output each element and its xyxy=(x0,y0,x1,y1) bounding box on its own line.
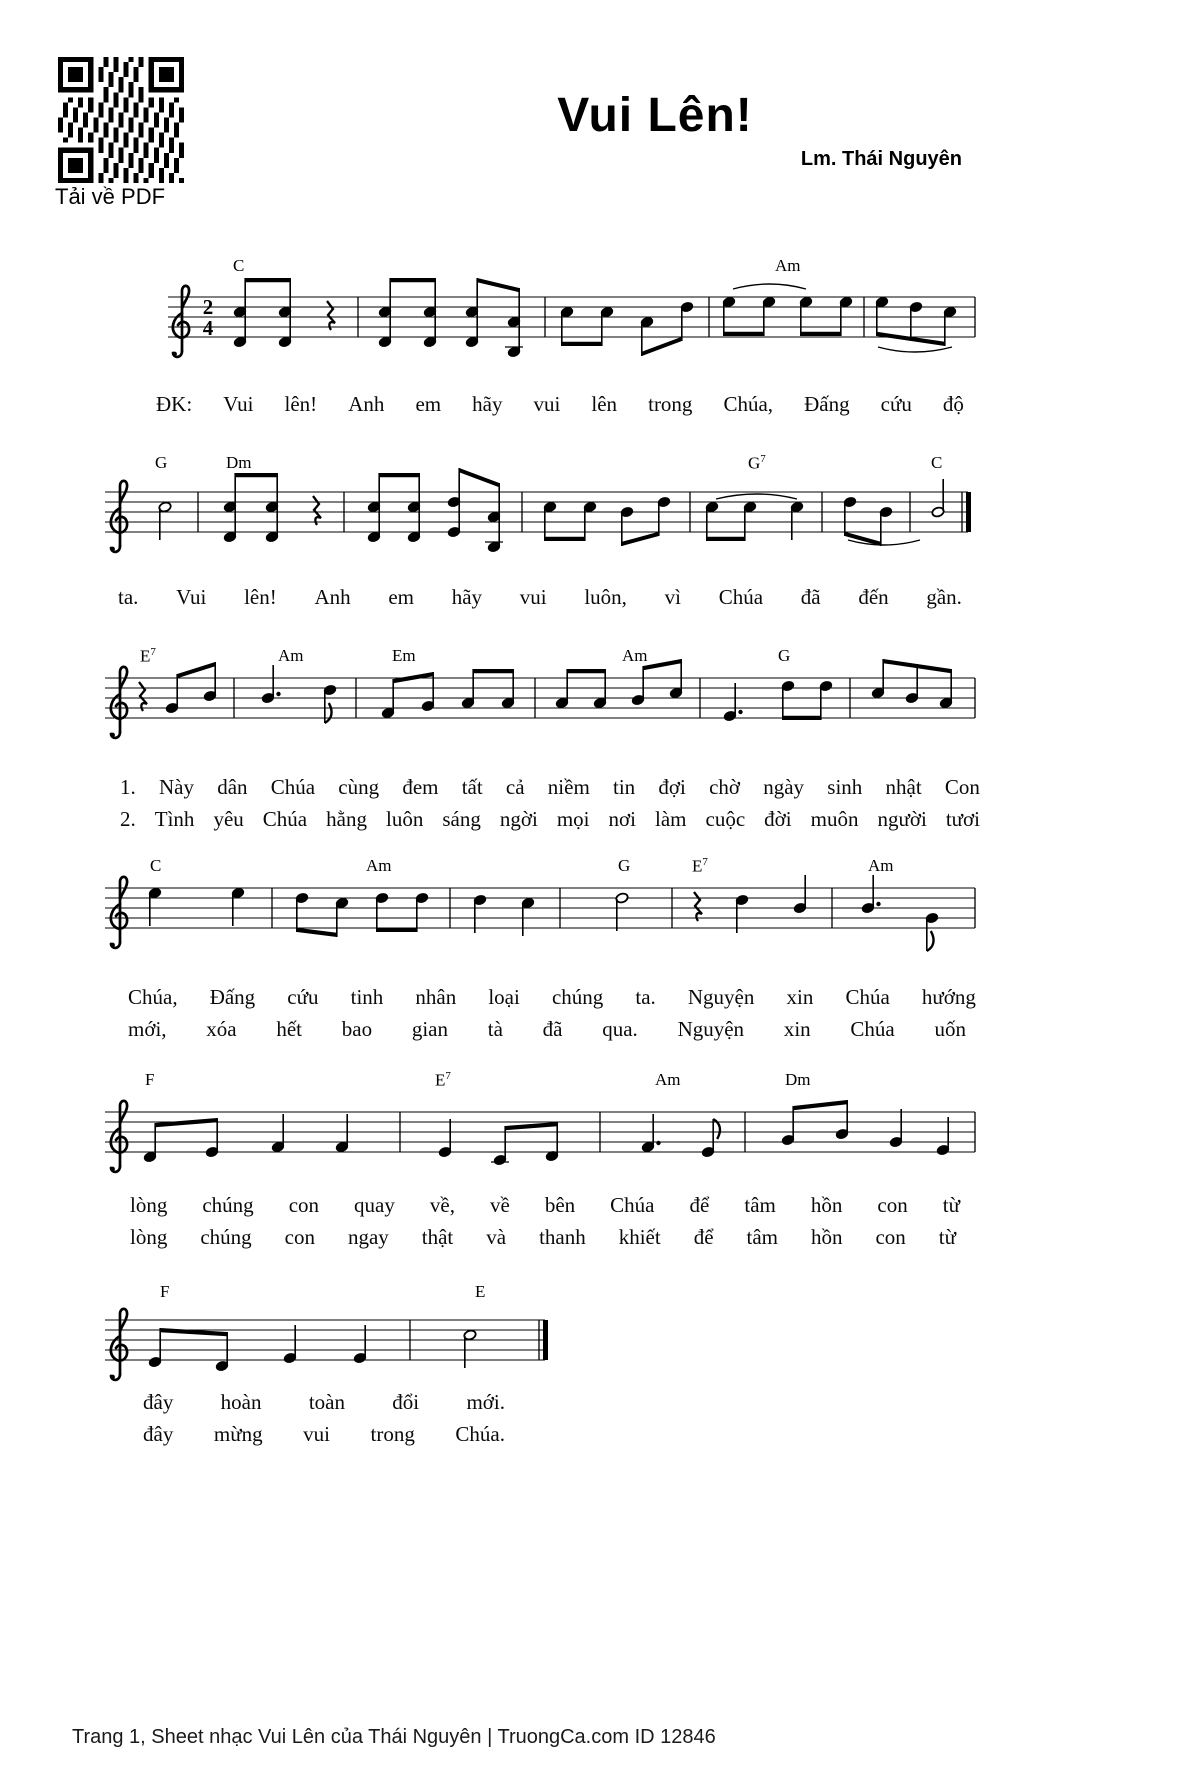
composer-name: Lm. Thái Nguyên xyxy=(800,148,962,170)
chord-label: Em xyxy=(392,646,416,665)
staff-notation xyxy=(0,608,1200,758)
lyrics-line: mới, xóa hết bao gian tà đã qua. Nguyện xin Chúa uốn xyxy=(128,1017,966,1041)
chord-label: Am xyxy=(868,856,894,875)
chord-label: $E^7$ xyxy=(140,646,156,666)
lyrics-line: đây hoàn toàn đổi mới. xyxy=(143,1390,505,1414)
quarter-rest xyxy=(139,682,147,711)
chord-label: G xyxy=(618,856,631,875)
chord-label: Am xyxy=(775,256,801,275)
chord-label: Am xyxy=(366,856,392,875)
chord-label: G xyxy=(155,453,168,472)
chord-label: Am xyxy=(278,646,304,665)
chord-label: $G^7$ xyxy=(748,453,766,473)
staff-notation xyxy=(0,1042,1200,1192)
time-signature: 2 xyxy=(202,295,214,319)
lyrics-line: 1. Này dân Chúa cùng đem tất cả niềm tin đợi chờ ngày sinh nhật Con xyxy=(120,775,980,799)
chord-label: Dm xyxy=(785,1070,811,1089)
lyrics-line: lòng chúng con quay về, về bên Chúa để tâm hồn con từ xyxy=(130,1193,960,1217)
chord-label: Am xyxy=(622,646,648,665)
chord-label: C xyxy=(150,856,162,875)
chord-label: C xyxy=(931,453,943,472)
staff-notation xyxy=(0,422,1200,572)
chord-label: E xyxy=(475,1282,486,1301)
staff-notation xyxy=(0,1250,1200,1400)
lyrics-line: lòng chúng con ngay thật và thanh khiết để tâm hồn con từ xyxy=(130,1225,956,1249)
lyrics-line: ĐK: Vui lên! Anh em hãy vui lên trong Chúa, Đấng cứu độ xyxy=(156,392,964,416)
staff-notation xyxy=(0,818,1200,968)
chord-label: Dm xyxy=(226,453,252,472)
quarter-rest xyxy=(313,496,321,525)
footer-text: Trang 1, Sheet nhạc Vui Lên của Thái Nguyên | TruongCa.com ID 12846 xyxy=(72,1726,716,1748)
download-pdf-link[interactable]: Tải về PDF xyxy=(55,184,166,209)
chord-label: F xyxy=(160,1282,170,1301)
chord-label: F xyxy=(145,1070,155,1089)
chord-label: C xyxy=(233,256,245,275)
lyrics-line: Chúa, Đấng cứu tinh nhân loại chúng ta. Nguyện xin Chúa hướng xyxy=(128,985,976,1009)
chord-label: G xyxy=(778,646,791,665)
staff-notation xyxy=(0,227,1200,377)
page-title: Vui Lên! xyxy=(557,89,753,142)
lyrics-line: ta. Vui lên! Anh em hãy vui luôn, vì Chúa đã đến gần. xyxy=(118,585,962,609)
quarter-rest xyxy=(694,892,702,921)
lyrics-line: đây mừng vui trong Chúa. xyxy=(143,1422,505,1446)
time-signature: 4 xyxy=(202,316,214,340)
chord-label: $E^7$ xyxy=(692,856,708,876)
quarter-rest xyxy=(327,301,335,330)
chord-label: $E^7$ xyxy=(435,1070,451,1090)
lyrics-line: 2. Tình yêu Chúa hằng luôn sáng ngời mọi nơi làm cuộc đời muôn người tươi xyxy=(120,807,980,831)
chord-label: Am xyxy=(655,1070,681,1089)
